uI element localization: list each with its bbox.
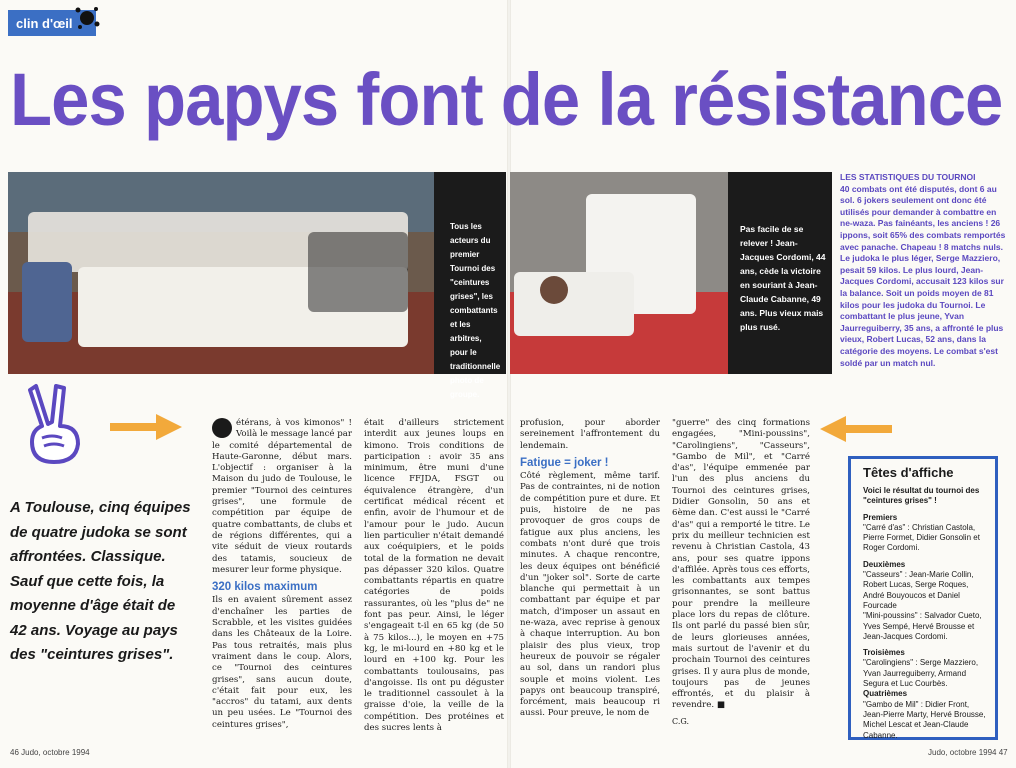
rank-1-label: Premiers [863,512,898,522]
dropcap-marker [212,418,232,438]
splat-icon [72,4,100,32]
group-photo-caption: Tous les acteurs du premier Tournoi des "ceintures grises", les combattants et les arbitres, pour le traditionnelle photo de groupe. [434,172,506,374]
seated-official [22,262,72,342]
article-column-4 [672,418,810,727]
col3-paragraph-1: profusion, pour aborder sereinement l'affrontement du lendemain. [520,418,660,451]
judoka-head [540,276,568,304]
stats-heading: LES STATISTIQUES DU TOURNOI [840,172,976,182]
grounded-judoka [514,272,634,336]
rank-3-team: "Carolingiens" : Serge Mazziero, Yvan Jaurreguiberry, Armand Segura et Luc Courbès. [863,658,979,689]
rank-4-team: "Gambo de Mil" : Didier Front, Jean-Pierre Marty, Hervé Brousse, Michel Lescat et Jean-Claude Cabanne. [863,699,986,740]
arrow-left-icon [818,414,894,444]
results-lead: Voici le résultat du tournoi des "ceintures grises" ! [863,486,980,506]
rank-2-team-b: "Mini-poussins" : Salvador Cueto, Yves Sempé, Hervé Brousse et Jean-Jacques Cordomi. [863,611,982,641]
rank-2-label: Deuxièmes [863,559,906,569]
headline: Les papys font de la résistance [10,58,1003,141]
badge-label: clin d'œil [16,15,73,31]
col3-paragraph-2: Côté règlement, même tarif. Pas de contraintes, ni de notion de compétition pure et dure. Et puis, histoire de ne pas provoquer de gros coups de fatigue aux plus anciens, les combats n'ont duré que trois minutes. A chaque rencontre, les deux équipes ont bénéficié d'un "joker sol". Sorte de carte blanche qui permettait à un combattant par équipe et par match, d'imposer un assaut en ne-waza, avec reprise à genoux à chaque interruption. Au bon plaisir des plus vieux, trop heureux de pouvoir se régaler au sol, dans un randori plus souple et moins violent. Les papys ont beaucoup transpiré, forcément, mais beaucoup ri aussi. Pour preuve, le nom de [520,471,660,719]
footer-left: 46 Judo, octobre 1994 [10,748,90,757]
col1-paragraph-1: étérans, à vos kimonos" ! Voilà le message lancé par le comité départemental de Haute-Garonne, début mars. L'objectif : organiser à la Maison du judo de Toulouse, le premier "Tournoi des ceintures grises", une formule de compétition par équipe de quatre combattants, de clubs et de régions différentes, qui a vite séduit de vieux routards des tatamis, soucieux de mesurer leur forme physique. [212,418,352,575]
arrow-right-icon [108,412,184,442]
intro-paragraph: A Toulouse, cinq équipes de quatre judoka se sont affrontées. Classique. Sauf que cette fois, la moyenne d'âge était de 42 ans. Voyage au pays des "ceintures grises". [10,499,191,663]
author-signature: C.G. [672,716,690,726]
tournament-stats [840,172,1006,374]
rank-4-label: Quatrièmes [863,689,908,699]
peace-hand-icon [22,382,86,466]
group-photo [8,172,434,374]
footer-right: Judo, octobre 1994 47 [928,748,1008,757]
results-box [848,456,998,740]
rank-1-team: "Carré d'as" : Christian Castola, Pierre Formet, Didier Gonsolin et Roger Cordomi. [863,522,980,553]
referees [308,232,408,312]
subheading-320-kilos: 320 kilos maximum [212,581,318,594]
subheading-fatigue-joker: Fatigue = joker ! [520,456,609,469]
results-box-topbar [848,456,998,459]
col4-paragraph-1: "guerre" des cinq formations engagées, "Mini-poussins", "Carolingiens", "Casseurs", "Gambo de Mil", et "Carré d'as", l'équipe emmenée par l'un des plus anciens du Tournoi des ceintures grises, Didier Gonsolin, 50 ans et 6ème dan. C'est aussi le "Carré d'as" qui a remporté le titre. Le prix du meilleur technicien est revenu à Christian Castola, 43 ans, pour ses quatre ippons d'affilée. Après tous ces efforts, les combattants aux tempes grisonnantes, se sont battus pour prendre la meilleure place lors du repas de clôture. Ils ont parlé du passé bien sûr, de leurs glorieuses années, mais surtout de l'avenir et du prochain Tournoi des ceintures grises. Il y aura plus de monde, toujours pas de jeunes effrontés, et du plaisir à revendre. ■ [672,418,810,711]
rank-2-team-a: "Casseurs" : Jean-Marie Collin, Robert Lucas, Serge Roques, André Bouyoucos et Daniel Fourcade [863,570,974,610]
col1-paragraph-2: Ils en avaient sûrement assez d'enchaîner les parties de Scrabble, et les visites guidées dans les Châteaux de la Loire. Pas tous retraités, mais plus vraiment dans le coup. Alors, ce "Tournoi des ceintures grises", sans aucun doute, c'était fait pour eux, les "accros" du tatami, aux dents un peu usées. Le "Tournoi des ceintures grises", [212,595,352,730]
action-photo [510,172,728,374]
article-column-2 [364,418,504,734]
rank-3-label: Troisièmes [863,648,905,658]
action-photo-caption: Pas facile de se relever ! Jean-Jacques Cordomi, 44 ans, cède la victoire en souriant à Jean-Claude Cabanne, 49 ans. Plus vieux mais plus rusé. [728,172,832,374]
article-column-3 [520,418,660,720]
stats-body: 40 combats ont été disputés, dont 6 au sol. 6 jokers seulement ont donc été utilisés pour demander à combattre en ne-waza. Pas fainéants, les anciens ! 26 ippons, soit 65% des combats remportés avec panache. Chapeau ! 8 matchs nuls. Le judoka le plus léger, Serge Mazziero, pesait 59 kilos. Le plus lourd, Jean-Jacques Cordomi, accusait 123 kilos sur la balance. Soit un poids moyen de 81 kilos pour les judoka du Tournoi. Le combattant le plus jeune, Yvan Jaurreguiberry, 35 ans, a affronté le plus vieux, Robert Lucas, 52 ans, dans la catégorie des moyens. Le combat s'est soldé par un match nul. [840,183,1006,368]
article-column-1 [212,418,352,731]
results-title: Têtes d'affiche [863,465,954,480]
col2-paragraph-1: était d'ailleurs strictement interdit aux jeunes loups en kimono. Trois conditions de participation : avoir 35 ans minimum, être muni d'une licence FFJDA, FSGT ou équivalence étrangère, d'un certificat médical récent et enfin, avoir de l'humour et de l'amour pour le judo. Aucun lien particulier n'était demandé aux coéquipiers, et le poids total de la formation ne devait pas dépasser 320 kilos. Quatre combattants répartis en quatre catégories de poids rassurantes, où les "plus de" ne font pas peur. Ainsi, le léger s'engageait t-il en 65 kg (de 50 à 75 kilos...), le moyen en +75 kg, le mi-lourd en +80 kg et le lourd en +100 kg. Pour les combattants toulousains, pas d'angoisse. Ils ont pu déguster le traditionnel cassoulet à la graisse d'oie, la veille de la compétition. Des protéines et des sucres lents à [364,418,504,734]
